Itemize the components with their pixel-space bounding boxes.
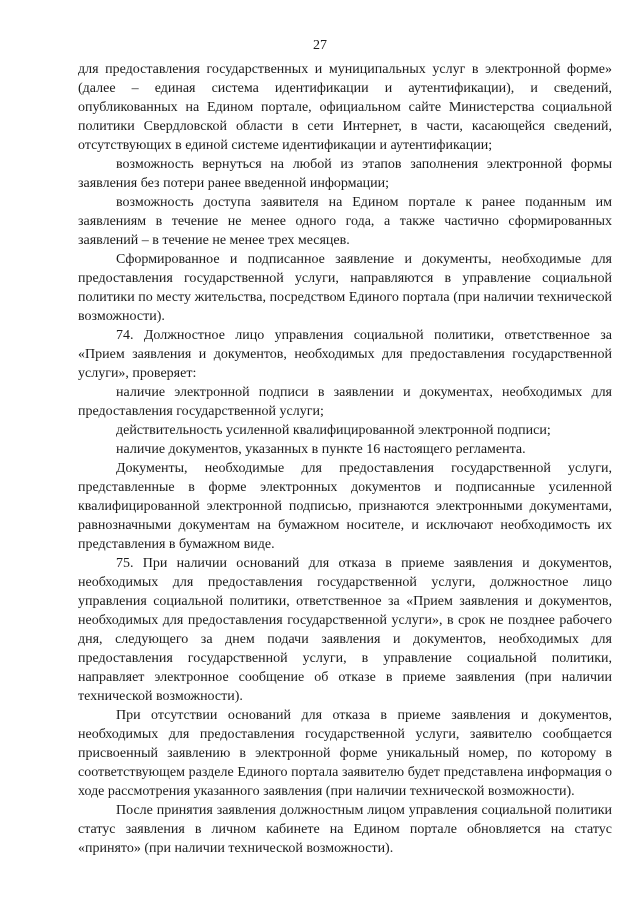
paragraph-status-accepted: После принятия заявления должностным лицом управления социальной политики статус заявления в личном кабинете на Едином портале обновляется на статус «принято» (при наличии технической возможности).	[78, 803, 612, 856]
page-number: 27	[313, 38, 327, 53]
paragraph-electronic-documents: Документы, необходимые для предоставления государственной услуги, представленные в форме электронных документов и подписанные усиленной квалифицированной электронной подписью, признаются электронными документами, равнозначными документам на бумажном носителе, и исключают необходимость их представления в бумажном виде.	[78, 461, 612, 552]
paragraph-check-documents: наличие документов, указанных в пункте 16 настоящего регламента.	[116, 442, 526, 457]
paragraph-item-74: 74. Должностное лицо управления социальной политики, ответственное за «Прием заявления и документов, необходимых для предоставления государственной услуги», проверяет:	[78, 328, 612, 381]
paragraph-check-signature-presence: наличие электронной подписи в заявлении и документах, необходимых для предоставления государственной услуги;	[78, 385, 612, 419]
paragraph-access-to-applications: возможность доступа заявителя на Едином портале к ранее поданным им заявлениям в течение не менее одного года, а также частично сформированных заявлений – в течение не менее трех месяцев.	[78, 195, 612, 248]
paragraph-unique-number: При отсутствии оснований для отказа в приеме заявления и документов, необходимых для предоставления государственной услуги, заявителю сообщается присвоенный заявлению в электронной форме уникальный номер, по которому в соответствующем разделе Единого портала заявителю будет представлена информация о ходе рассмотрения указанного заявления (при наличии технической возможности).	[78, 708, 612, 799]
paragraph-submission-via-portal: Сформированное и подписанное заявление и документы, необходимые для предоставления государственной услуги, направляются в управление социальной политики по месту жительства, посредством Единого портала (при наличии технической возможности).	[78, 252, 612, 324]
paragraph-continuation: для предоставления государственных и муниципальных услуг в электронной форме» (далее – единая система идентификации и аутентификации), и сведений, опубликованных на Едином портале, официальном сайте Министерства социальной политики Свердловской области в сети Интернет, в части, касающейся сведений, отсутствующих в единой системе идентификации и аутентификации;	[78, 62, 612, 153]
paragraph-item-75: 75. При наличии оснований для отказа в приеме заявления и документов, необходимых для предоставления государственной услуги, должностное лицо управления социальной политики, ответственное за «Прием заявления и документов, необходимых для предоставления государственной услуги», в срок не позднее рабочего дня, следующего за днем подачи заявления и документов, необходимых для предоставления государственной услуги, в управление социальной политики, направляет электронное сообщение об отказе в приеме заявления (при наличии технической возможности).	[78, 556, 612, 704]
paragraph-check-signature-validity: действительность усиленной квалифицированной электронной подписи;	[116, 423, 551, 438]
document-body	[78, 60, 612, 858]
paragraph-return-to-step: возможность вернуться на любой из этапов заполнения электронной формы заявления без потери ранее введенной информации;	[78, 157, 612, 191]
